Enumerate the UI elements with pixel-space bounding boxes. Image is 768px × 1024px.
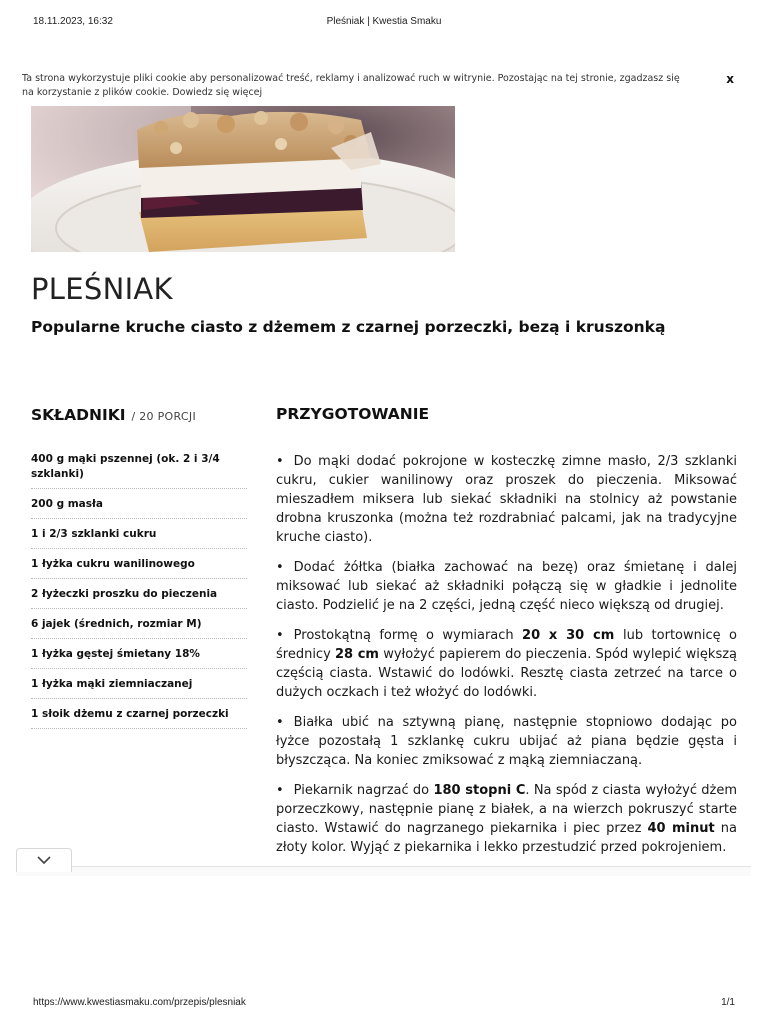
preparation-step (276, 781, 737, 857)
page-fold-divider (16, 866, 751, 876)
step-text: Prostokątną formę o wymiarach (293, 628, 523, 643)
recipe-hero-image (31, 106, 455, 252)
step-text: wyłożyć papierem do pieczenia. Spód wylepić większą częścią ciasta. Wstawić do lodówki. Resztę ciasta zetrzeć na tarce o dużych oczkach i też włożyć do lodówki. (276, 647, 738, 700)
preparation-steps (276, 452, 737, 868)
preparation-step (276, 713, 737, 770)
preparation-step (276, 558, 737, 615)
chevron-down-icon (37, 856, 51, 865)
ingredient-item: 1 łyżka cukru wanilinowego (31, 554, 247, 579)
ingredients-title: SKŁADNIKI (31, 406, 126, 424)
cake-photo (31, 106, 455, 252)
portions-count: 20 PORCJI (139, 410, 196, 423)
print-footer (33, 997, 735, 1011)
step-highlight: 20 x 30 cm (522, 628, 624, 643)
close-icon[interactable]: x (726, 72, 734, 86)
step-text: Piekarnik nagrzać do (293, 783, 434, 798)
step-text: Do mąki dodać pokrojone w kosteczkę zimne masło, 2/3 szklanki cukru, cukier wanilinowy oraz proszek do pieczenia. Miksować mieszadłem miksera lub siekać składniki na stolnicy aż powstanie drobna kruszonka (można też rozdrabniać palcami, jak na tradycyjne kruche ciasto). (276, 454, 737, 545)
print-page-title: Pleśniak | Kwestia Smaku (326, 16, 442, 27)
ingredient-item: 1 łyżka gęstej śmietany 18% (31, 644, 247, 669)
collapse-button[interactable] (16, 848, 72, 872)
print-date: 18.11.2023, 16:32 (33, 16, 113, 27)
ingredient-item: 1 łyżka mąki ziemniaczanej (31, 674, 247, 699)
step-text: na złoty kolor. Wyjąć z piekarnika i lekko przestudzić przed pokrojeniem. (276, 821, 738, 855)
step-text: Białka ubić na sztywną pianę, następnie stopniowo dodając po łyżce pozostałą 1 szklankę cukru ubijać aż piana będzie gęsta i błyszcząca. Na koniec zmiksować z mąką ziemniaczaną. (276, 715, 737, 768)
ingredient-item: 6 jajek (średnich, rozmiar M) (31, 614, 247, 639)
bullet-icon: • (276, 454, 284, 469)
step-highlight: 28 cm (335, 647, 379, 662)
step-highlight: 180 stopni C (433, 783, 526, 798)
print-header (33, 16, 735, 30)
bullet-icon: • (276, 783, 284, 798)
recipe-title: PLEŚNIAK (31, 272, 173, 306)
heading-separator: / (131, 410, 136, 423)
recipe-subtitle: Popularne kruche ciasto z dżemem z czarnej porzeczki, bezą i kruszonką (31, 318, 666, 336)
print-url: https://www.kwestiasmaku.com/przepis/plesniak (33, 997, 246, 1008)
ingredient-item: 1 i 2/3 szklanki cukru (31, 524, 247, 549)
cookie-banner (22, 72, 762, 104)
ingredient-item: 200 g masła (31, 494, 247, 519)
ingredient-item: 2 łyżeczki proszku do pieczenia (31, 584, 247, 609)
ingredient-item: 1 słoik dżemu z czarnej porzeczki (31, 704, 247, 729)
preparation-step (276, 626, 737, 702)
bullet-icon: • (276, 560, 284, 575)
preparation-heading: PRZYGOTOWANIE (276, 405, 430, 423)
ingredients-list (31, 449, 247, 734)
step-text: . Na spód z ciasta wyłożyć dżem porzeczkowy, następnie pianę z białek, a na wierzch pokruszyć starte ciasto. Wstawić do nagrzanego piekarnika i piec przez (276, 783, 737, 836)
cookie-banner-text: Ta strona wykorzystuje pliki cookie aby personalizować treść, reklamy i analizować ruch w witrynie. Pozostając na tej stronie, zgadzasz się na korzystanie z plików cookie. Dowiedz się więcej (22, 73, 680, 98)
bullet-icon: • (276, 715, 284, 730)
ingredients-heading (31, 405, 196, 424)
step-text: Dodać żółtka (białka zachować na bezę) oraz śmietanę i dalej miksować lub siekać aż składniki połączą się w gładkie i jednolite ciasto. Podzielić je na 2 części, jedną część nieco większą od drugiej. (276, 560, 737, 613)
step-text: lub tortownicę o średnicy (276, 628, 737, 662)
step-highlight: 40 minut (647, 821, 715, 836)
ingredient-item: 400 g mąki pszennej (ok. 2 i 3/4 szklanki) (31, 449, 247, 489)
preparation-step (276, 452, 737, 547)
print-page-number: 1/1 (721, 997, 735, 1008)
bullet-icon: • (276, 628, 284, 643)
